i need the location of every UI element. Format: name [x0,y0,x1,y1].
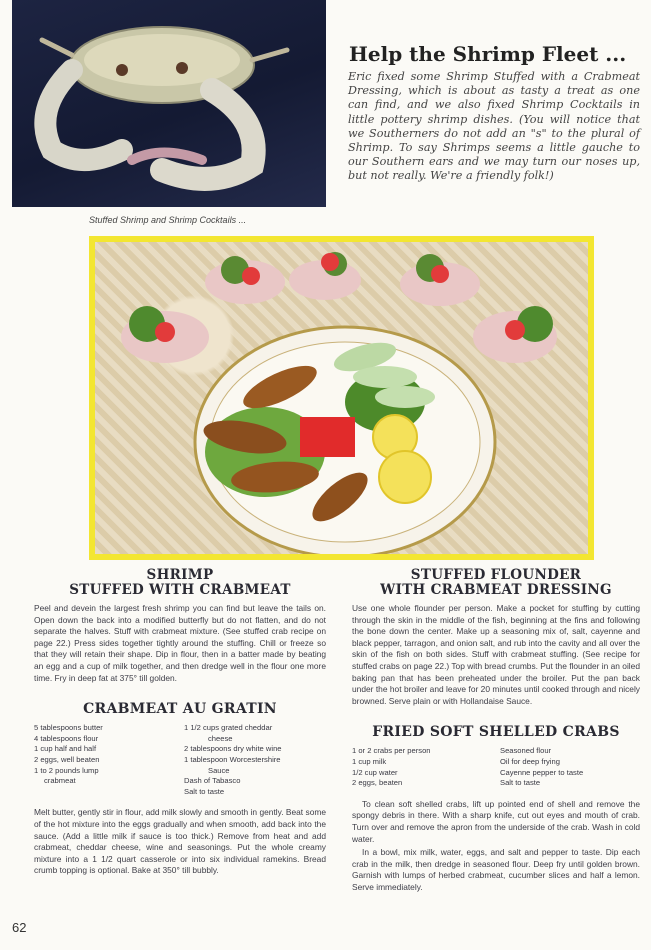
cocktail-dish-5 [473,306,557,363]
ingredient: Salt to taste [500,778,541,788]
au-gratin-ingredients [34,723,326,797]
ingredient: cheese [208,733,233,743]
right-column [352,568,640,893]
shrimp-title [34,568,326,598]
ingredient: 1 cup half and half [34,744,97,754]
flounder-title-line2: WITH CRABMEAT DRESSING [380,582,612,598]
ingredient: 2 eggs, well beaten [34,754,100,764]
ingredient: 4 tablespoons flour [34,733,99,743]
page-number: 62 [12,920,27,935]
page-title: Help the Shrimp Fleet ... [349,42,627,66]
au-gratin-ingredients-right [184,723,326,797]
soft-crabs-ingredients [352,746,640,788]
ingredient: 2 tablespoons dry white wine [184,744,282,754]
photo-caption: Stuffed Shrimp and Shrimp Cocktails ... [89,215,247,225]
flounder-instructions: Use one whole flounder per person. Make a pocket for stuffing by cutting through the skin in the middle of the fish, beginning at the fins and following the bone down the center. Make up a seasoning mix of, salt, cayenne and black pepper, tarragon, and onion salt, and rub into the cavity and all over the skin of the fish on both sides. Stuff with crabmeat stuffing. (See recipe for stuffed crabs on page 22.) Top with bread crumbs. Put the flounder in an oiled baking pan that has been preheated under the broiler. Put the pan back under the hot broiler and leave for 20 minutes until cooked through and nicely browned. Serve plain or with Hollandaise Sauce. [352,603,640,706]
cocktail-dish-3 [400,254,480,306]
ingredient: 1 to 2 pounds lump [34,765,99,775]
flounder-title [352,568,640,598]
soft-crabs-ingredients-right [500,746,640,788]
crab-illustration [12,0,326,207]
ingredient: 1/2 cup water [352,767,398,777]
ingredient: Sauce [208,765,230,775]
soft-crabs-cooking: In a bowl, mix milk, water, eggs, and salt and pepper to taste. Dip each crab in the milk, then dredge in seasoned flour. Deep fry until golden brown. Garnish with lumps of herbed crabmeat, cucumber slices and half a lemon. Serve immediately. [352,847,640,892]
cocktail-dish-2 [289,252,361,300]
soft-crabs-title: FRIED SOFT SHELLED CRABS [372,724,620,741]
au-gratin-title: CRABMEAT AU GRATIN [83,701,277,718]
ingredient: 5 tablespoons butter [34,723,103,733]
soft-crabs-cleaning: To clean soft shelled crabs, lift up pointed end of shell and remove the spongy debris in there. With a sharp knife, cut out eyes and mouth of crab. Turn over and remove the apron from the underside of the crab. Wash in cold water. [352,798,640,844]
au-gratin-ingredients-left [34,723,176,797]
ingredient: Oil for deep frying [500,756,560,766]
ingredient: 1 1/2 cups grated cheddar [184,723,273,733]
shrimp-title-line1: SHRIMP [146,567,214,583]
cocktail-dish-1 [205,256,285,304]
crab-photo [12,0,326,207]
ingredient: 2 eggs, beaten [352,778,403,788]
soft-crabs-ingredients-left [352,746,492,788]
flounder-title-line1: STUFFED FLOUNDER [410,567,582,583]
ingredient: Dash of Tabasco [184,776,241,786]
left-column [34,568,326,877]
intro-paragraph: Eric fixed some Shrimp Stuffed with a Crabmeat Dressing, which is about as tasty a treat as one can find, and we also fixed Shrimp Cocktails in little pottery shrimp dishes. (You will notice that we Southerners do not add an "s" to the plural of Shrimp. To say Shrimps seems a little gauche to our Southern ears and we may turn our noses up, but not really. We're a friendly folk!) [348,70,640,183]
ingredient: Salt to taste [184,786,225,796]
shrimp-title-line2: STUFFED WITH CRABMEAT [69,582,291,598]
ingredient: Seasoned flour [500,746,552,756]
ingredient: crabmeat [44,776,76,786]
au-gratin-instructions: Melt butter, gently stir in flour, add milk slowly and smooth in gently. Beat some of the hot mixture into the eggs gradually and when smooth, add back into the sauce. (Add a little milk if sauce is too thick.) Remove from heat and add crabmeat, cheddar cheese, wine and seasonings. Put the whole creamy mixture into a 1 1/2 quart casserole or into six individual ramekins. Bread crumb topping is optional. Bake at 350° till bubbly. [34,807,326,876]
ingredient: 1 tablespoon Worcestershire [184,754,281,764]
main-photo-frame [89,236,594,560]
cocktail-dish-4 [121,306,209,363]
ingredient: 1 or 2 crabs per person [352,746,431,756]
ingredient: Cayenne pepper to taste [500,767,584,777]
shrimp-plate-illustration [95,242,588,554]
shrimp-instructions: Peel and devein the largest fresh shrimp you can find but leave the tails on. Open down the back into a modified butterfly but do not flatten, and do not separate the halves. Stuff with crabmeat mixture. (See stuffed crab recipe on page 22.) Press sides together tightly around the stuffing. Chill or freeze so that they will retain their shape. Dip in flour, then in a batter made by beating an egg and a cup of milk together, and then dredge well in the flour one more time. Fry in deep fat at 375° till golden. [34,603,326,683]
ingredient: 1 cup milk [352,756,387,766]
main-photo [95,242,588,554]
